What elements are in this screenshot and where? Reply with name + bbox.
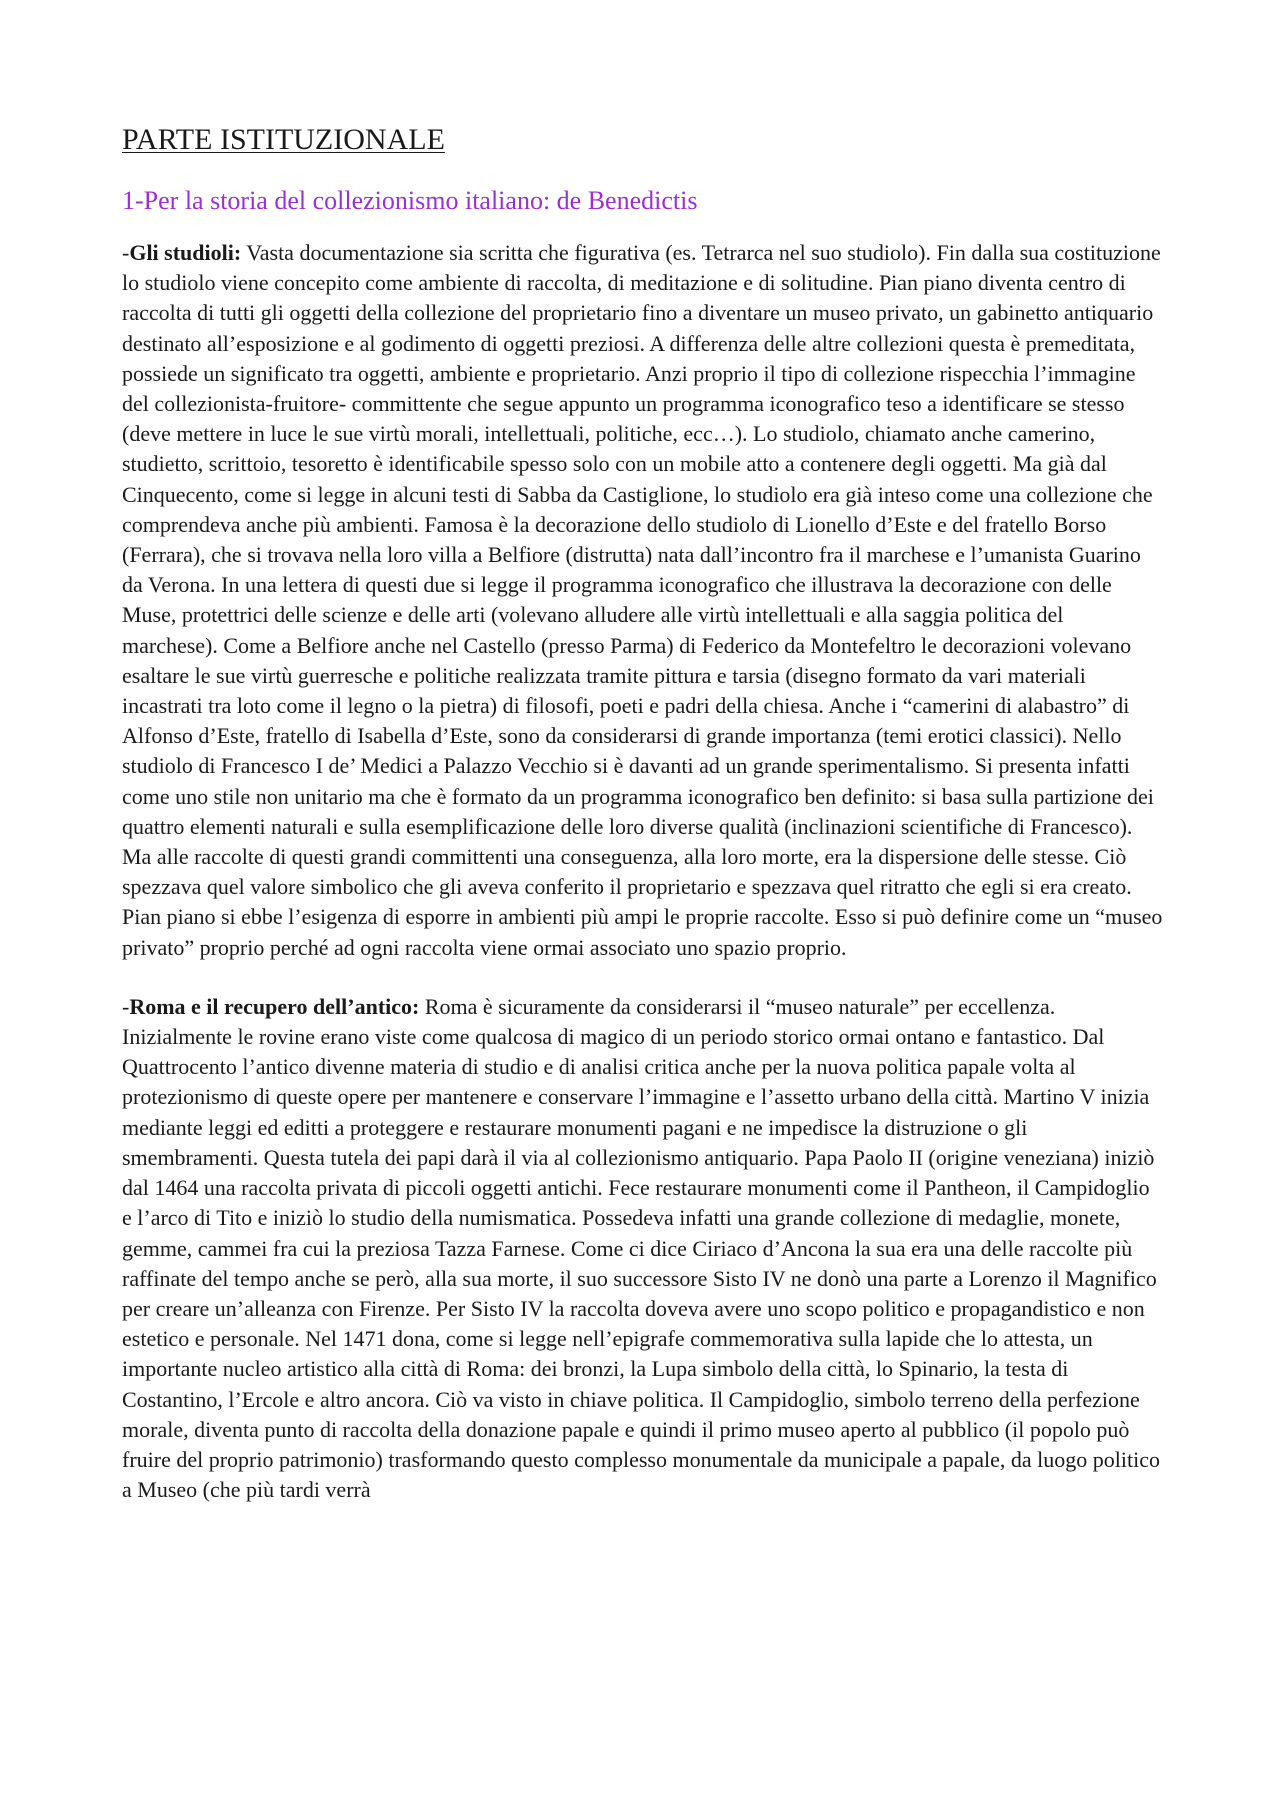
paragraph-body: Roma è sicuramente da considerarsi il “museo naturale” per eccellenza. Inizialmente le rovine erano viste come qualcosa di magico di un periodo storico ormai ontano e fantastico. Dal Quattrocento l’antico divenne materia di studio e di analisi critica anche per la nuova politica papale volta al protezionismo di queste opere per mantenere e conservare l’immagine e l’assetto urbano della città. Martino V inizia mediante leggi ed editti a proteggere e restaurare monumenti pagani e ne impedisce la distruzione o gli smembramenti. Questa tutela dei papi darà il via al collezionismo antiquario. Papa Paolo II (origine veneziana) iniziò dal 1464 una raccolta privata di piccoli oggetti antichi. Fece restaurare monumenti come il Pantheon, il Campidoglio e l’arco di Tito e iniziò lo studio della numismatica. Possedeva infatti una grande collezione di medaglie, monete, gemme, cammei fra cui la preziosa Tazza Farnese. Come ci dice Ciriaco d’Ancona la sua era una delle raccolte più raffinate del tempo anche se però, alla sua morte, il suo successore Sisto IV ne donò una parte a Lorenzo il Magnifico per creare un’alleanza con Firenze. Per Sisto IV la raccolta doveva avere uno scopo politico e propagandistico e non estetico e personale. Nel 1471 dona, come si legge nell’epigrafe commemorativa sulla lapide che lo attesta, un importante nucleo artistico alla città di Roma: dei bronzi, la Lupa simbolo della città, lo Spinario, la testa di Costantino, l’Ercole e altro ancora. Ciò va visto in chiave politica. Il Campidoglio, simbolo terreno della perfezione morale, diventa punto di raccolta della donazione papale e quindi il primo museo aperto al pubblico (il popolo può fruire del proprio patrimonio) trasformando questo complesso monumentale da municipale a papale, da luogo politico a Museo (che più tardi verrà (122, 993, 1160, 1503)
document-title: PARTE ISTITUZIONALE (122, 123, 445, 156)
paragraph-lead-term: Gli studioli: (129, 240, 242, 265)
paragraph-roma (122, 992, 1164, 1505)
paragraph-studioli (122, 238, 1164, 963)
paragraph-prefix: - (122, 993, 130, 1019)
document-page (122, 122, 1164, 1534)
paragraph-prefix: - (122, 240, 130, 265)
section-heading: 1-Per la storia del collezionismo italiano: de Benedictis (122, 186, 698, 215)
paragraph-lead-term: Roma e il recupero dell’antico: (129, 993, 420, 1019)
paragraph-body: Vasta documentazione sia scritta che figurativa (es. Tetrarca nel suo studiolo). Fin dalla sua costituzione lo studiolo viene concepito come ambiente di raccolta, di meditazione e di solitudine. Pian piano diventa centro di raccolta di tutti gli oggetti della collezione del proprietario fino a diventare un museo privato, un gabinetto antiquario destinato all’esposizione e al godimento di oggetti preziosi. A differenza delle altre collezioni questa è premeditata, possiede un significato tra oggetti, ambiente e proprietario. Anzi proprio il tipo di collezione rispecchia l’immagine del collezionista-fruitore- committente che segue appunto un programma iconografico teso a identificare se stesso (deve mettere in luce le sue virtù morali, intellettuali, politiche, ecc…). Lo studiolo, chiamato anche camerino, studietto, scrittoio, tesoretto è identificabile spesso solo con un mobile atto a contenere degli oggetti. Ma già dal Cinquecento, come si legge in alcuni testi di Sabba da Castiglione, lo studiolo era già inteso come una collezione che comprendeva anche più ambienti. Famosa è la decorazione dello studiolo di Lionello d’Este e del fratello Borso (Ferrara), che si trovava nella loro villa a Belfiore (distrutta) nata dall’incontro fra il marchese e l’umanista Guarino da Verona. In una lettera di questi due si legge il programma iconografico che illustrava la decorazione con delle Muse, protettrici delle scienze e delle arti (volevano alludere alle virtù intellettuali e alla saggia politica del marchese). Come a Belfiore anche nel Castello (presso Parma) di Federico da Montefeltro le decorazioni volevano esaltare le sue virtù guerresche e politiche realizzata tramite pittura e tarsia (disegno formato da vari materiali incastrati tra loto come il legno o la pietra) di filosofi, poeti e padri della chiesa. Anche i “camerini di alabastro” di Alfonso d’Este, fratello di Isabella d’Este, sono da considerarsi di grande importanza (temi erotici classici). Nello studiolo di Francesco I de’ Medici a Palazzo Vecchio si è davanti ad un grande sperimentalismo. Si presenta infatti come uno stile non unitario ma che è formato da un programma iconografico ben definito: si basa sulla partizione dei quattro elementi naturali e sulla esemplificazione delle loro diverse qualità (inclinazioni scientifiche di Francesco). Ma alle raccolte di questi grandi committenti una conseguenza, alla loro morte, era la dispersione delle stesse. Ciò spezzava quel valore simbolico che gli aveva conferito il proprietario e spezzava quel ritratto che egli si era creato. Pian piano si ebbe l’esigenza di esporre in ambienti più ampi le proprie raccolte. Esso si può definire come un “museo privato” proprio perché ad ogni raccolta viene ormai associato uno spazio proprio. (122, 240, 1163, 960)
